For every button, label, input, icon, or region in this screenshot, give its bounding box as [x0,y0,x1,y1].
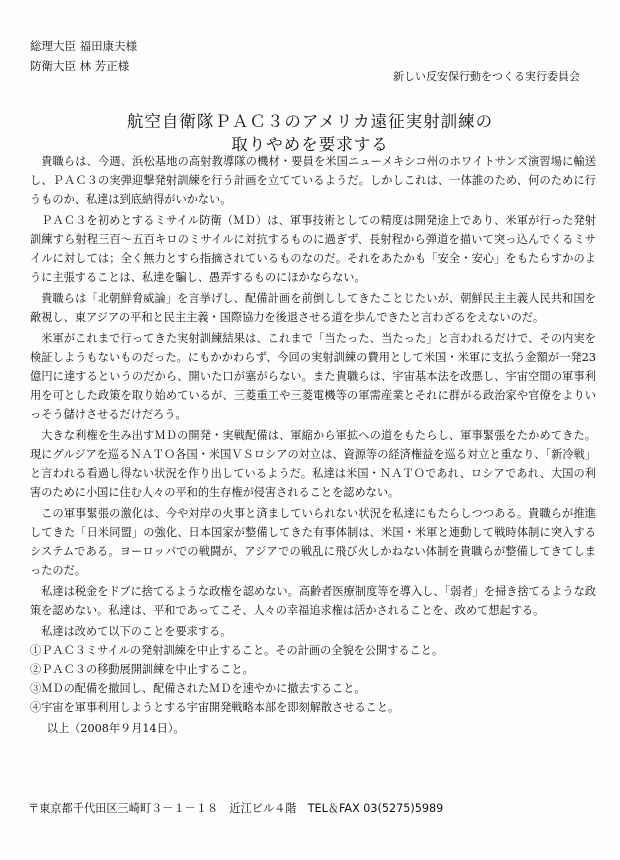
demand-item: ②ＰＡＣ３の移動展開訓練を中止すること。 [30,663,254,676]
demands-intro: 私達は改めて以下のことを要求する。 [41,625,232,638]
addressee-prime-minister: 総理大臣 福田康夫様 [30,39,138,53]
demand-item: ①ＰＡＣ３ミサイルの発射訓練を中止すること。その計画の全貌を公開すること。 [30,644,444,657]
body-paragraph: ＰＡＣ３を初めとするミサイル防衛（ＭＤ）は、軍事技術としての精度は開発途上であり、米軍が行った発射訓練すら射程三百～五百キロのミサイルに対抗するものに過ぎず、長射程から弾道を描いて突っ込んでくるミサイルに対しては；全く無力とすら指摘されているものなのだ。それをあたかも「安全・安心」をもたらすかのように主張することは、私達を騙し、愚弄するものにほかならない。 [30,214,596,284]
body-paragraph: この軍事緊張の激化は、今や対岸の火事と済ましていられない状況を私達にもたらしつつある。貴職らが推進してきた「日米同盟」の強化、日本国家が整備してきた有事体制は、米国・米軍と連動して戦時体制に突入するシステムである。ヨーロッパでの戦闘が、アジアでの戦乱に飛び火しかねない体制を貴職らが整備してきてしまったのだ。 [30,507,596,577]
document-title [0,110,620,156]
sender-organization: 新しい反安保行動をつくる実行委員会 [393,70,580,83]
demand-item: ③ＭＤの配備を撤回し、配備されたＭＤを速やかに撤去すること。 [30,682,366,695]
closing-date: 以上（2008年９月14日）。 [46,722,185,735]
title-line-1: 航空自衛隊ＰＡＣ３のアメリカ遠征実射訓練の [126,112,494,131]
demand-item: ④宇宙を軍事利用しようとする宇宙開発戦略本部を即刻解散させること。 [30,701,400,714]
body-paragraph: 貴職らは「北朝鮮脅威論」を言挙げし、配備計画を前倒ししてきたことじたいが、朝鮮民主主義人民共和国を敵視し、東アジアの平和と民主主義・国際協力を後退させる道を歩んできたと言わざるをえないのだ。 [30,292,596,324]
body-paragraph: 大きな利権を生み出すＭＤの開発・実戦配備は、軍縮から軍拡への道をもたらし、軍事緊張をたかめてきた。現にグルジアを巡るＮＡＴＯ各国・米国ＶＳロシアの対立は、資源等の経済権益を巡る対立と重なり、「新冷戦」と言われる看過し得ない状況を作り出しているようだ。私達は米国・ＮＡＴＯであれ、ロシアであれ、大国の利害のために小国に住む人々の平和的生存権が侵害されることを認めない。 [30,429,596,499]
body-paragraph: 貴職らは、今週、浜松基地の高射教導隊の機材・要員を米国ニューメキシコ州のホワイトサンズ演習場に輸送し、ＰＡＣ３の実弾迎撃発射訓練を行う計画を立てているようだ。しかしこれは、一体誰のため、何のために行うものか、私達は到底納得がいかない。 [30,155,596,206]
addressee-defense-minister: 防衛大臣 林 芳正様 [30,59,130,73]
contact-address: 〒東京都千代田区三崎町３－１－１８ 近江ビル４階 TEL＆FAX 03(5275)5989 [28,802,444,815]
demands-list [30,641,596,717]
title-line-2: 取りやめを要求する [231,135,389,154]
document-body [30,152,596,738]
body-paragraph: 私達は税金をドブに捨てるような政権を認めない。高齢者医療制度等を導入し、「弱者」を掃き捨てるような政策を認めない。私達は、平和であってこそ、人々の幸福追求権は活かされることを、改めて想起する。 [30,585,596,617]
addressee-block [30,36,137,76]
body-paragraph: 米軍がこれまで行ってきた実射訓練結果は、これまで「当たった、当たった」と言われるだけで、その内実を検証しようもないものだった。にもかかわらず、今回の実射訓練の費用として米国・米軍に支払う金額が一発23億円に達するというのだから、開いた口が塞がらない。また貴職らは、宇宙基本法を改悪し、宇宙空間の軍事利用を可とした政策を取り始めているが、三菱重工や三菱電機等の軍需産業とそれに群がる政治家や官僚をよりいっそう儲けさせるだけだろう。 [30,332,596,421]
